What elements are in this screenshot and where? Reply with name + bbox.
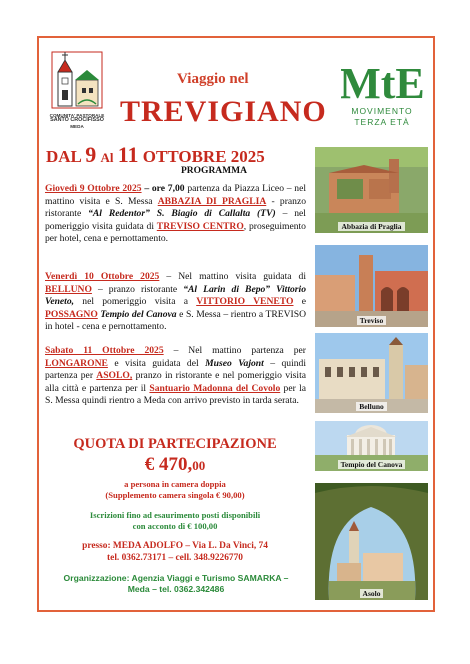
photo-tempio-canova [315,421,428,471]
day1-text: partenza da Piazza Liceo – nel mattino visita e S. Messa [45,183,307,207]
dates-month-year: OTTOBRE 2025 [142,147,265,166]
day2-date: Venerdì 10 Ottobre 2025 [45,271,160,282]
price-amount: 470, [159,454,193,475]
photo-asolo [315,483,428,600]
iscrizioni-line2: con acconto di € 100,00 [132,521,218,531]
day1-text: - pranzo ristorante [45,195,307,220]
dates-al: Al [100,150,114,165]
mte-logo-line2: TERZA ETÀ [354,117,410,127]
trip-dates [46,142,265,168]
quota-title: QUOTA DI PARTECIPAZIONE [73,436,277,452]
day2-paragraph [45,271,306,334]
day3-place-asolo: ASOLO, [96,370,133,382]
day2-tempio: Tempio del Canova [100,308,177,320]
day3-text: – Nel mattino partenza per [163,345,306,356]
parish-logo [48,46,106,120]
day3-text: pranzo in ristorante e nel pomeriggio visita alla città e partenza per il [45,370,306,394]
title-small: Viaggio nel [177,71,249,87]
price [45,454,305,476]
day1-date: Giovedì 9 Ottobre 2025 [45,183,142,194]
day2-place-possagno: POSSAGNO [45,308,98,320]
day3-place-longarone: LONGARONE [45,357,108,369]
day1-restaurant: “Al Redentor” S. Biagio di Callalta (TV) [88,208,276,220]
photo-caption: Belluno [356,402,387,411]
day1-time: ore 7,00 [151,183,185,194]
photo-treviso [315,245,428,327]
day3-text: – quindi partenza per [45,357,306,382]
photo-abbazia-praglia [315,147,428,233]
day2-text: nel pomeriggio visita a [74,296,197,308]
day3-place-santuario: Santuario Madonna del Covolo [149,382,281,394]
day1-paragraph [45,183,306,246]
day3-date: Sabato 11 Ottobre 2025 [45,345,164,356]
quota-note-single: (Supplemento camera singola € 90,00) [105,490,245,500]
day2-place-vittorio-veneto: VITTORIO VENETO [196,296,294,308]
dates-end-day: 11 [117,142,139,167]
mte-logo-letters: MtE [341,59,423,106]
day2-text: e [293,296,306,308]
parish-logo-line: COMUNITA' PASTORALE [49,113,105,118]
photo-caption: Abbazia di Praglia [338,222,404,231]
dates-dal: DAL [46,147,81,166]
dates-start-day: 9 [85,142,97,167]
program-heading: PROGRAMMA [181,166,247,176]
day2-place-belluno: BELLUNO [45,283,92,295]
photo-caption: Tempio del Canova [338,460,406,469]
day3-text: e visita guidata del [107,357,206,369]
price-currency: € [144,454,155,475]
page-title: TREVIGIANO [120,95,327,128]
day1-place-praglia: ABBAZIA DI PRAGLIA [157,195,267,207]
organizzazione-line1: Organizzazione: Agenzia Viaggi e Turismo SAMARKA – [63,573,289,583]
mte-logo [341,56,423,130]
parish-logo-line: MEDA [70,123,84,129]
organizzazione [45,573,307,594]
day2-text: – Nel mattino visita guidata di [159,271,306,282]
organizzazione-line2: Meda – tel. 0362.342486 [127,583,225,594]
presso-line2: tel. 0362.73171 – cell. 348.9226770 [107,553,243,563]
iscrizioni-line1: Iscrizioni fino ad esaurimento posti disponibili [89,510,261,520]
day2-text: – pranzo ristorante [91,283,184,295]
day1-text: – [141,183,152,194]
day1-text: , proseguimento per hotel, cena e pernottamento. [45,220,306,245]
presso-line1: presso: MEDA ADOLFO – Via L. Da Vinci, 74 [82,541,268,551]
photo-caption: Asolo [360,589,384,598]
day2-text: e S. Messa – rientro a TREVISO in hotel - cena e pernottamento. [45,308,306,333]
day1-text: – nel pomeriggio visita guidata di [45,208,306,232]
mte-logo-line1: MOVIMENTO [351,106,413,116]
day1-place-treviso: TREVISO CENTRO [156,220,244,232]
photo-caption: Treviso [357,316,386,325]
day3-text: per la S. Messa quindi rientro a Meda con arrivo previsto in tarda serata. [45,382,306,407]
parish-logo-line: SANTO CROCIFISSO [50,117,104,124]
price-cents: 00 [192,458,206,473]
photo-belluno [315,333,428,413]
day2-restaurant: “Al Larin di Bepo” Vittorio Veneto, [45,283,306,308]
day3-paragraph [45,345,306,408]
day3-museo: Museo Vajont [205,357,264,369]
parish-logo-caption [44,113,110,129]
quota-note-double: a persona in camera doppia [124,479,226,489]
